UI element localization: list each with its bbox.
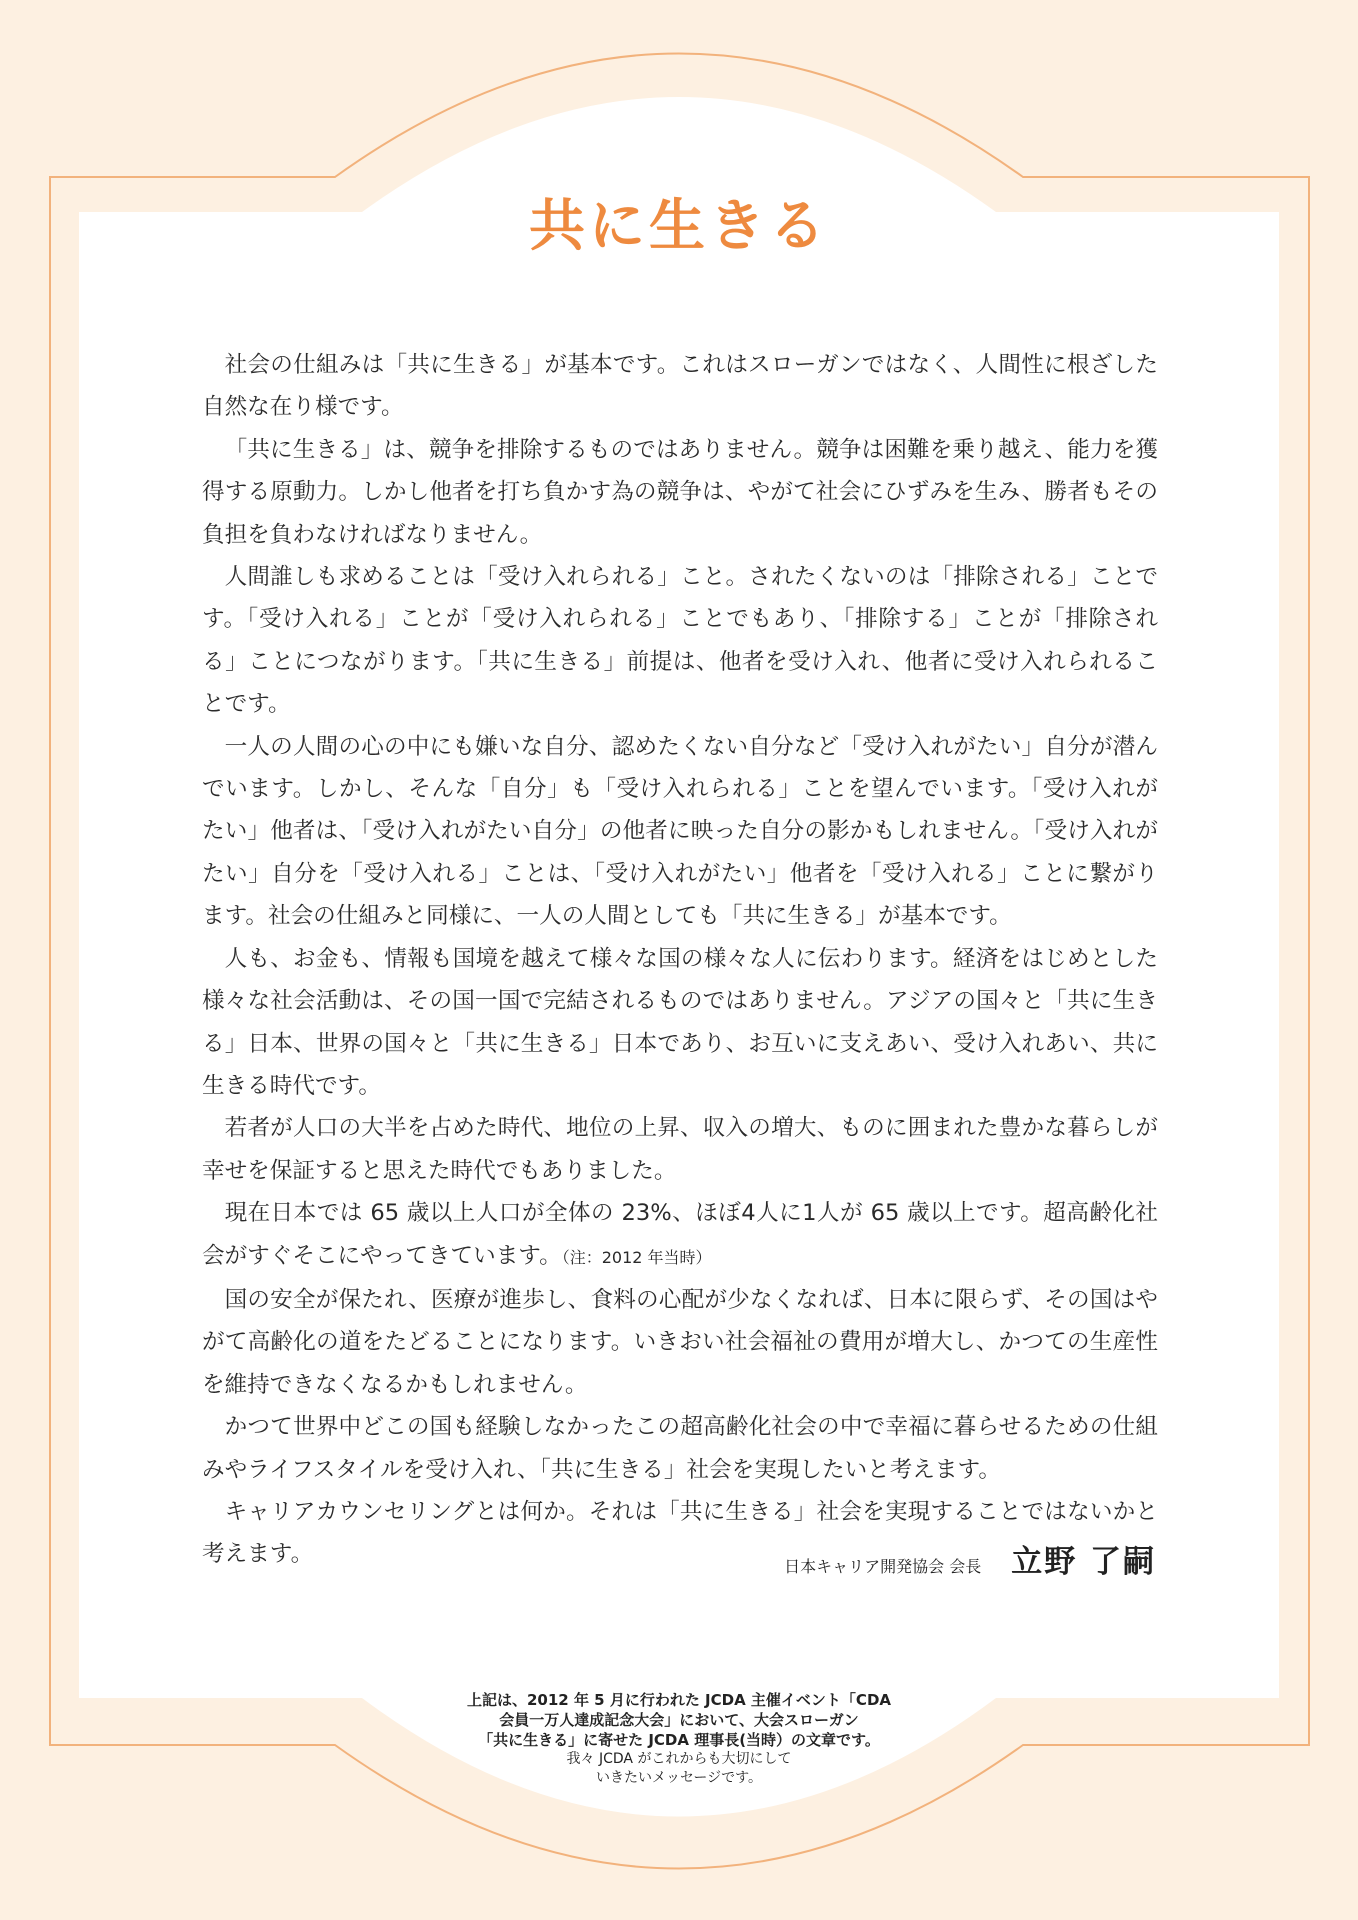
essay-body bbox=[202, 344, 1158, 1576]
footnote: （注：2012 年当時） bbox=[561, 1247, 712, 1267]
paragraph: キャリアカウンセリングとは何か。それは「共に生きる」社会を実現することではないかと考えます。 bbox=[202, 1498, 1158, 1568]
footer-line: 「共に生きる」に寄せた JCDA 理事長(当時）の文章です。 bbox=[478, 1731, 880, 1749]
paragraph: 現在日本では 65 歳以上人口が全体の 23%、ほぼ4人に1人が 65 歳以上です。超高齢化社会がすぐそこにやってきています。 bbox=[202, 1200, 1158, 1269]
page-title: 共に生きる bbox=[529, 194, 829, 259]
paragraph-with-note bbox=[202, 1192, 1158, 1279]
paragraph: 若者が人口の大半を占めた時代、地位の上昇、収入の増大、ものに囲まれた豊かな暮らしが幸せを保証すると思えた時代でもありました。 bbox=[202, 1115, 1158, 1184]
signature-name: 立野 了嗣 bbox=[1011, 1544, 1156, 1580]
paragraph: 人も、お金も、情報も国境を越えて様々な国の様々な人に伝わります。経済をはじめとした様々な社会活動は、その国一国で完結されるものではありません。アジアの国々と「共に生きる」日本、世界の国々と「共に生きる」日本であり、お互いに支えあい、受け入れあい、共に生きる時代です。 bbox=[202, 945, 1158, 1099]
paragraph: 人間誰しも求めることは「受け入れられる」こと。されたくないのは「排除される」ことです。「受け入れる」ことが「受け入れられる」ことでもあり、「排除する」ことが「排除される」ことにつながります。「共に生きる」前提は、他者を受け入れ、他者に受け入れられることです。 bbox=[202, 564, 1158, 718]
paragraph: かつて世界中どこの国も経験しなかったこの超高齢化社会の中で幸福に暮らせるための仕組みやライフスタイルを受け入れ、「共に生きる」社会を実現したいと考えます。 bbox=[202, 1414, 1158, 1483]
footer-note bbox=[0, 1690, 1358, 1788]
paragraph: 国の安全が保たれ、医療が進歩し、食料の心配が少なくなれば、日本に限らず、その国はやがて高齢化の道をたどることになります。いきおい社会福祉の費用が増大し、かつての生産性を維持できなくなるかもしれません。 bbox=[202, 1286, 1158, 1398]
footer-line: 我々 JCDA がこれからも大切にして bbox=[566, 1751, 792, 1767]
signature bbox=[784, 1536, 1156, 1581]
footer-line: 会員一万人達成記念大会」において、大会スローガン bbox=[499, 1711, 859, 1729]
paragraph: 一人の人間の心の中にも嫌いな自分、認めたくない自分など「受け入れがたい」自分が潜んでいます。しかし、そんな「自分」も「受け入れられる」ことを望んでいます。「受け入れがたい」他者は、「受け入れがたい自分」の他者に映った自分の影かもしれません。「受け入れがたい」自分を「受け入れる」ことは、「受け入れがたい」他者を「受け入れる」ことに繋がります。社会の仕組みと同様に、一人の人間としても「共に生きる」が基本です。 bbox=[202, 733, 1158, 930]
paragraph: 社会の仕組みは「共に生きる」が基本です。これはスローガンではなく、人間性に根ざした自然な在り様です。 bbox=[202, 352, 1158, 421]
footer-line: いきたいメッセージです。 bbox=[595, 1770, 763, 1786]
footer-line: 上記は、2012 年 5 月に行われた JCDA 主催イベント「CDA bbox=[466, 1691, 891, 1709]
paragraph: 「共に生きる」は、競争を排除するものではありません。競争は困難を乗り越え、能力を獲得する原動力。しかし他者を打ち負かす為の競争は、やがて社会にひずみを生み、勝者もその負担を負わなければなりません。 bbox=[202, 436, 1158, 548]
signature-organization: 日本キャリア開発協会 会長 bbox=[784, 1557, 982, 1576]
